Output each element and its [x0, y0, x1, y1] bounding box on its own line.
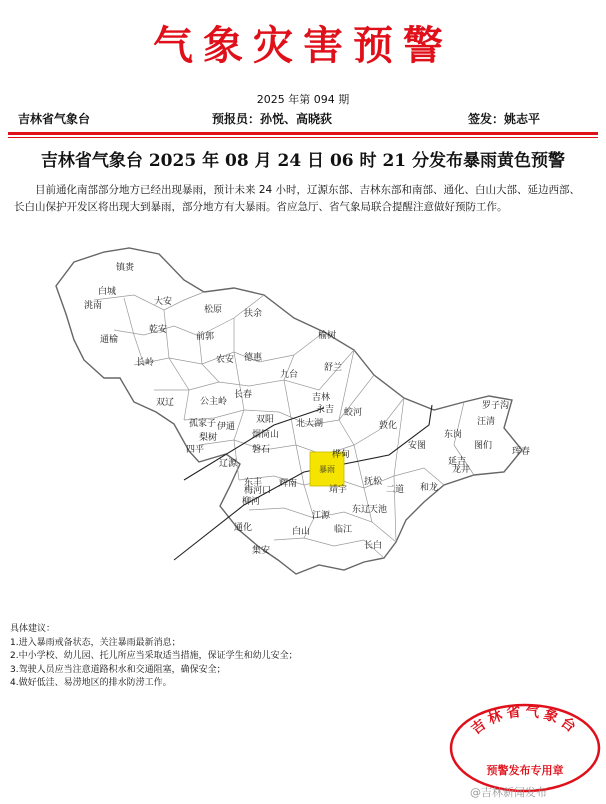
signer-line: 签发：姚志平: [468, 112, 541, 126]
place-label: 双辽: [156, 398, 175, 408]
place-label: 龙井: [452, 465, 471, 475]
advice-item: 4.做好低洼、易涝地区的排水防涝工作。: [10, 678, 172, 688]
place-label: 东丰: [244, 478, 263, 488]
place-label: 二道: [386, 485, 405, 495]
place-label: 天池: [369, 505, 388, 515]
place-label: 柳河: [242, 497, 261, 507]
place-label: 靖宇: [329, 485, 348, 495]
svg-text:预警发布专用章: 预警发布专用章: [486, 764, 564, 777]
agency-name: 吉林省气象台: [18, 112, 91, 126]
place-label: 舒兰: [324, 363, 343, 373]
place-label: 永吉: [316, 405, 335, 415]
place-label: 东岗: [444, 430, 463, 440]
place-label: 蛟河: [344, 408, 363, 418]
place-label: 临江: [334, 525, 353, 535]
place-label: 安图: [408, 441, 427, 451]
advice-item: 1.进入暴雨戒备状态，关注暴雨最新消息；: [10, 637, 181, 648]
place-label: 梨树: [199, 433, 218, 443]
place-label: 延吉: [448, 457, 467, 467]
place-label: 扶余: [244, 309, 263, 319]
place-label: 大安: [154, 297, 173, 307]
place-label: 图们: [474, 441, 493, 451]
warning-headline: 吉林省气象台 2025 年 08 月 24 日 06 时 21 分发布暴雨黄色预警: [40, 151, 566, 171]
province-outline: [56, 248, 522, 574]
place-label: 九台: [280, 370, 299, 380]
place-label: 农安: [216, 355, 235, 365]
place-label: 孤家子: [189, 419, 217, 429]
place-label: 罗子沟: [482, 401, 510, 411]
place-label: 伊通: [217, 422, 236, 432]
place-label: 江源: [312, 511, 331, 521]
warning-body: 目前通化南部部分地方已经出现暴雨，预计未来 24 小时，辽源东部、吉林东部和南部、通化、白山大部、延边西部、长白山保护开发区将出现大到暴雨，部分地方有大暴雨。省应急厅、省气象局联合提醒注意做好预防工作。: [14, 184, 581, 213]
header-divider: [8, 132, 598, 135]
document-title: 气象灾害预警: [153, 22, 453, 69]
place-label: 长春: [234, 390, 253, 400]
source-watermark: @吉林新闻发布: [470, 786, 547, 799]
place-label: 公主岭: [200, 397, 228, 407]
place-label: 榆树: [318, 331, 337, 341]
forecaster-line: 预报员：孙悦、高晓荻: [212, 112, 333, 126]
place-label: 集安: [252, 546, 271, 556]
place-label: 洮南: [84, 301, 103, 311]
place-label: 镇赉: [116, 263, 135, 273]
place-label: 吉林: [312, 393, 331, 403]
warning-map: [34, 240, 534, 600]
advice-section: [10, 623, 450, 691]
advice-item: 3.驾驶人员应当注意道路积水和交通阻塞，确保安全；: [10, 664, 226, 675]
place-label: 长岭: [136, 358, 155, 368]
svg-text:吉林省气象台: 吉林省气象台: [468, 703, 582, 739]
place-label: 辉南: [279, 479, 298, 489]
place-label: 汪清: [477, 417, 496, 427]
place-label: 乾安: [149, 325, 168, 335]
header-divider-thin: [8, 137, 598, 138]
place-label: 珲春: [512, 447, 531, 457]
place-label: 白城: [98, 287, 117, 297]
place-label: 桦甸: [332, 450, 351, 460]
place-label: 磐石: [252, 445, 271, 455]
place-label: 烟筒山: [252, 430, 280, 440]
place-label: 抚松: [364, 477, 383, 487]
issue-number: 2025 年第 094 期: [256, 93, 350, 106]
warning-badge-label: 暴雨: [319, 465, 335, 474]
place-label: 双阳: [256, 415, 275, 425]
advice-heading: 具体建议：: [10, 624, 56, 634]
place-label: 四平: [186, 445, 205, 455]
place-label: 通榆: [100, 335, 119, 345]
place-label: 和龙: [420, 483, 439, 493]
advice-item: 2.中小学校、幼儿园、托儿所应当采取适当措施，保证学生和幼儿安全；: [10, 651, 298, 661]
place-label: 辽源: [219, 459, 238, 469]
place-label: 东辽: [352, 505, 371, 515]
place-label: 长白: [364, 541, 383, 551]
place-label: 敦化: [379, 421, 398, 431]
place-label: 通化: [234, 523, 253, 533]
place-label: 北大湖: [296, 419, 324, 429]
place-label: 梅河口: [244, 486, 272, 496]
place-label: 白山: [292, 527, 311, 537]
place-label: 前郭: [196, 332, 215, 342]
place-label: 松原: [204, 305, 223, 315]
official-seal: [446, 698, 604, 794]
place-label: 德惠: [244, 353, 263, 363]
